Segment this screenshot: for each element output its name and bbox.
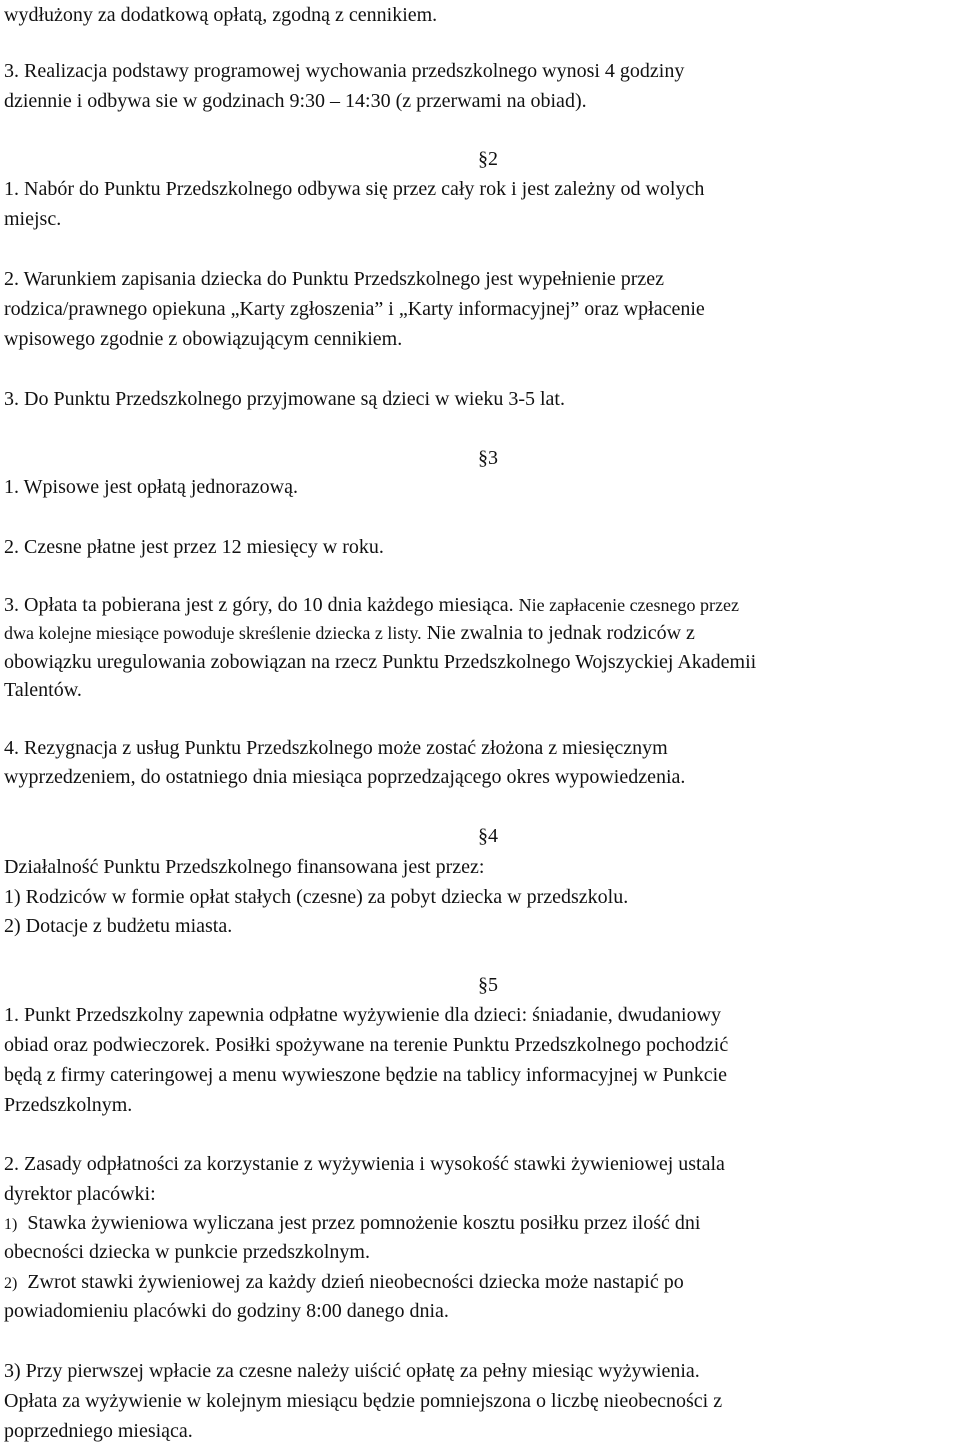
paragraph-line: poprzedniego miesiąca. — [4, 1420, 193, 1442]
section-heading-3: §3 — [478, 447, 498, 469]
section-heading-4: §4 — [478, 825, 498, 847]
intro-line: wydłużony za dodatkową opłatą, zgodną z cennikiem. — [4, 4, 438, 26]
text-run: Nie zwalnia to jednak rodziców z — [426, 622, 695, 644]
paragraph-line: 3. Do Punktu Przedszkolnego przyjmowane są dzieci w wieku 3-5 lat. — [4, 388, 565, 410]
paragraph-line: 1. Nabór do Punktu Przedszkolnego odbywa się przez cały rok i jest zależny od wolych — [4, 178, 705, 200]
paragraph-line: wpisowego zgodnie z obowiązującym cennikiem. — [4, 328, 403, 350]
paragraph-line: będą z firmy cateringowej a menu wywieszone będzie na tablicy informacyjnej w Punkcie — [4, 1064, 728, 1086]
paragraph-line: dziennie i odbywa sie w godzinach 9:30 – 14:30 (z przerwami na obiad). — [4, 90, 587, 112]
paragraph-line: dyrektor placówki: — [4, 1183, 156, 1205]
text-run: dwa kolejne miesiące powoduje skreślenie dziecka z listy. — [4, 623, 422, 643]
paragraph-line — [4, 1209, 700, 1239]
paragraph-line: powiadomieniu placówki do godziny 8:00 danego dnia. — [4, 1300, 449, 1322]
paragraph-line: rodzica/prawnego opiekuna „Karty zgłoszenia” i „Karty informacyjnej” oraz wpłacenie — [4, 298, 705, 320]
section-number: 4 — [488, 825, 498, 847]
paragraph-line: 2. Warunkiem zapisania dziecka do Punktu Przedszkolnego jest wypełnienie przez — [4, 268, 665, 290]
paragraph-line: 3. Realizacja podstawy programowej wychowania przedszkolnego wynosi 4 godziny — [4, 60, 685, 82]
paragraph-line: 2. Zasady odpłatności za korzystanie z wyżywienia i wysokość stawki żywieniowej ustala — [4, 1153, 725, 1175]
text-run: Zwrot stawki żywieniowej za każdy dzień nieobecności dziecka może nastapić po — [27, 1271, 684, 1293]
text-run: obiad oraz podwieczorek. — [4, 1034, 211, 1056]
text-run: Stawka żywieniowa wyliczana jest przez pomnożenie kosztu posiłku przez ilość dni — [27, 1212, 701, 1234]
text-run: Posiłki spożywane na terenie Punktu Przedszkolnego pochodzić — [215, 1034, 729, 1056]
paragraph-line: 1. Wpisowe jest opłatą jednorazową. — [4, 476, 298, 498]
text-run: Nie zapłacenie czesnego przez — [518, 595, 739, 615]
paragraph-line: 2) Dotacje z budżetu miasta. — [4, 915, 233, 937]
section-heading-5: §5 — [478, 974, 498, 996]
paragraph-line: obowiązku uregulowania zobowiązan na rzecz Punktu Przedszkolnego Wojszyckiej Akademii — [4, 651, 757, 673]
section-number: 5 — [488, 974, 498, 996]
paragraph-line — [4, 1268, 684, 1298]
paragraph-line: wyprzedzeniem, do ostatniego dnia miesiąca poprzedzającego okres wypowiedzenia. — [4, 766, 686, 788]
paragraph-line: Działalność Punktu Przedszkolnego finansowana jest przez: — [4, 856, 485, 878]
paragraph-line: 3) Przy pierwszej wpłacie za czesne należy uiścić opłatę za pełny miesiąc wyżywienia. — [4, 1360, 700, 1382]
paragraph-line — [4, 1031, 728, 1060]
paragraph-line — [4, 619, 695, 648]
paragraph-line: Opłata za wyżywienie w kolejnym miesiącu będzie pomniejszona o liczbę nieobecności z — [4, 1390, 723, 1412]
paragraph-line: obecności dziecka w punkcie przedszkolnym. — [4, 1241, 370, 1263]
paragraph-line: 1. Punkt Przedszkolny zapewnia odpłatne wyżywienie dla dzieci: śniadanie, dwudaniowy — [4, 1004, 722, 1026]
paragraph-line: miejsc. — [4, 208, 62, 230]
section-heading-2: §2 — [478, 148, 498, 170]
section-number: 3 — [488, 447, 498, 469]
list-number: 1) — [4, 1216, 18, 1233]
paragraph-line: 4. Rezygnacja z usług Punktu Przedszkolnego może zostać złożona z miesięcznym — [4, 737, 668, 759]
paragraph-line: 2. Czesne płatne jest przez 12 miesięcy w roku. — [4, 536, 384, 558]
text-run: 3. Opłata ta pobierana jest z góry, do 10 dnia każdego miesiąca. — [4, 594, 514, 616]
section-number: 2 — [488, 148, 498, 170]
paragraph-line: Przedszkolnym. — [4, 1094, 133, 1116]
paragraph-line: Talentów. — [4, 679, 82, 701]
list-number: 2) — [4, 1275, 18, 1292]
paragraph-line: 1) Rodziców w formie opłat stałych (czesne) za pobyt dziecka w przedszkolu. — [4, 886, 629, 908]
paragraph-line — [4, 591, 739, 620]
